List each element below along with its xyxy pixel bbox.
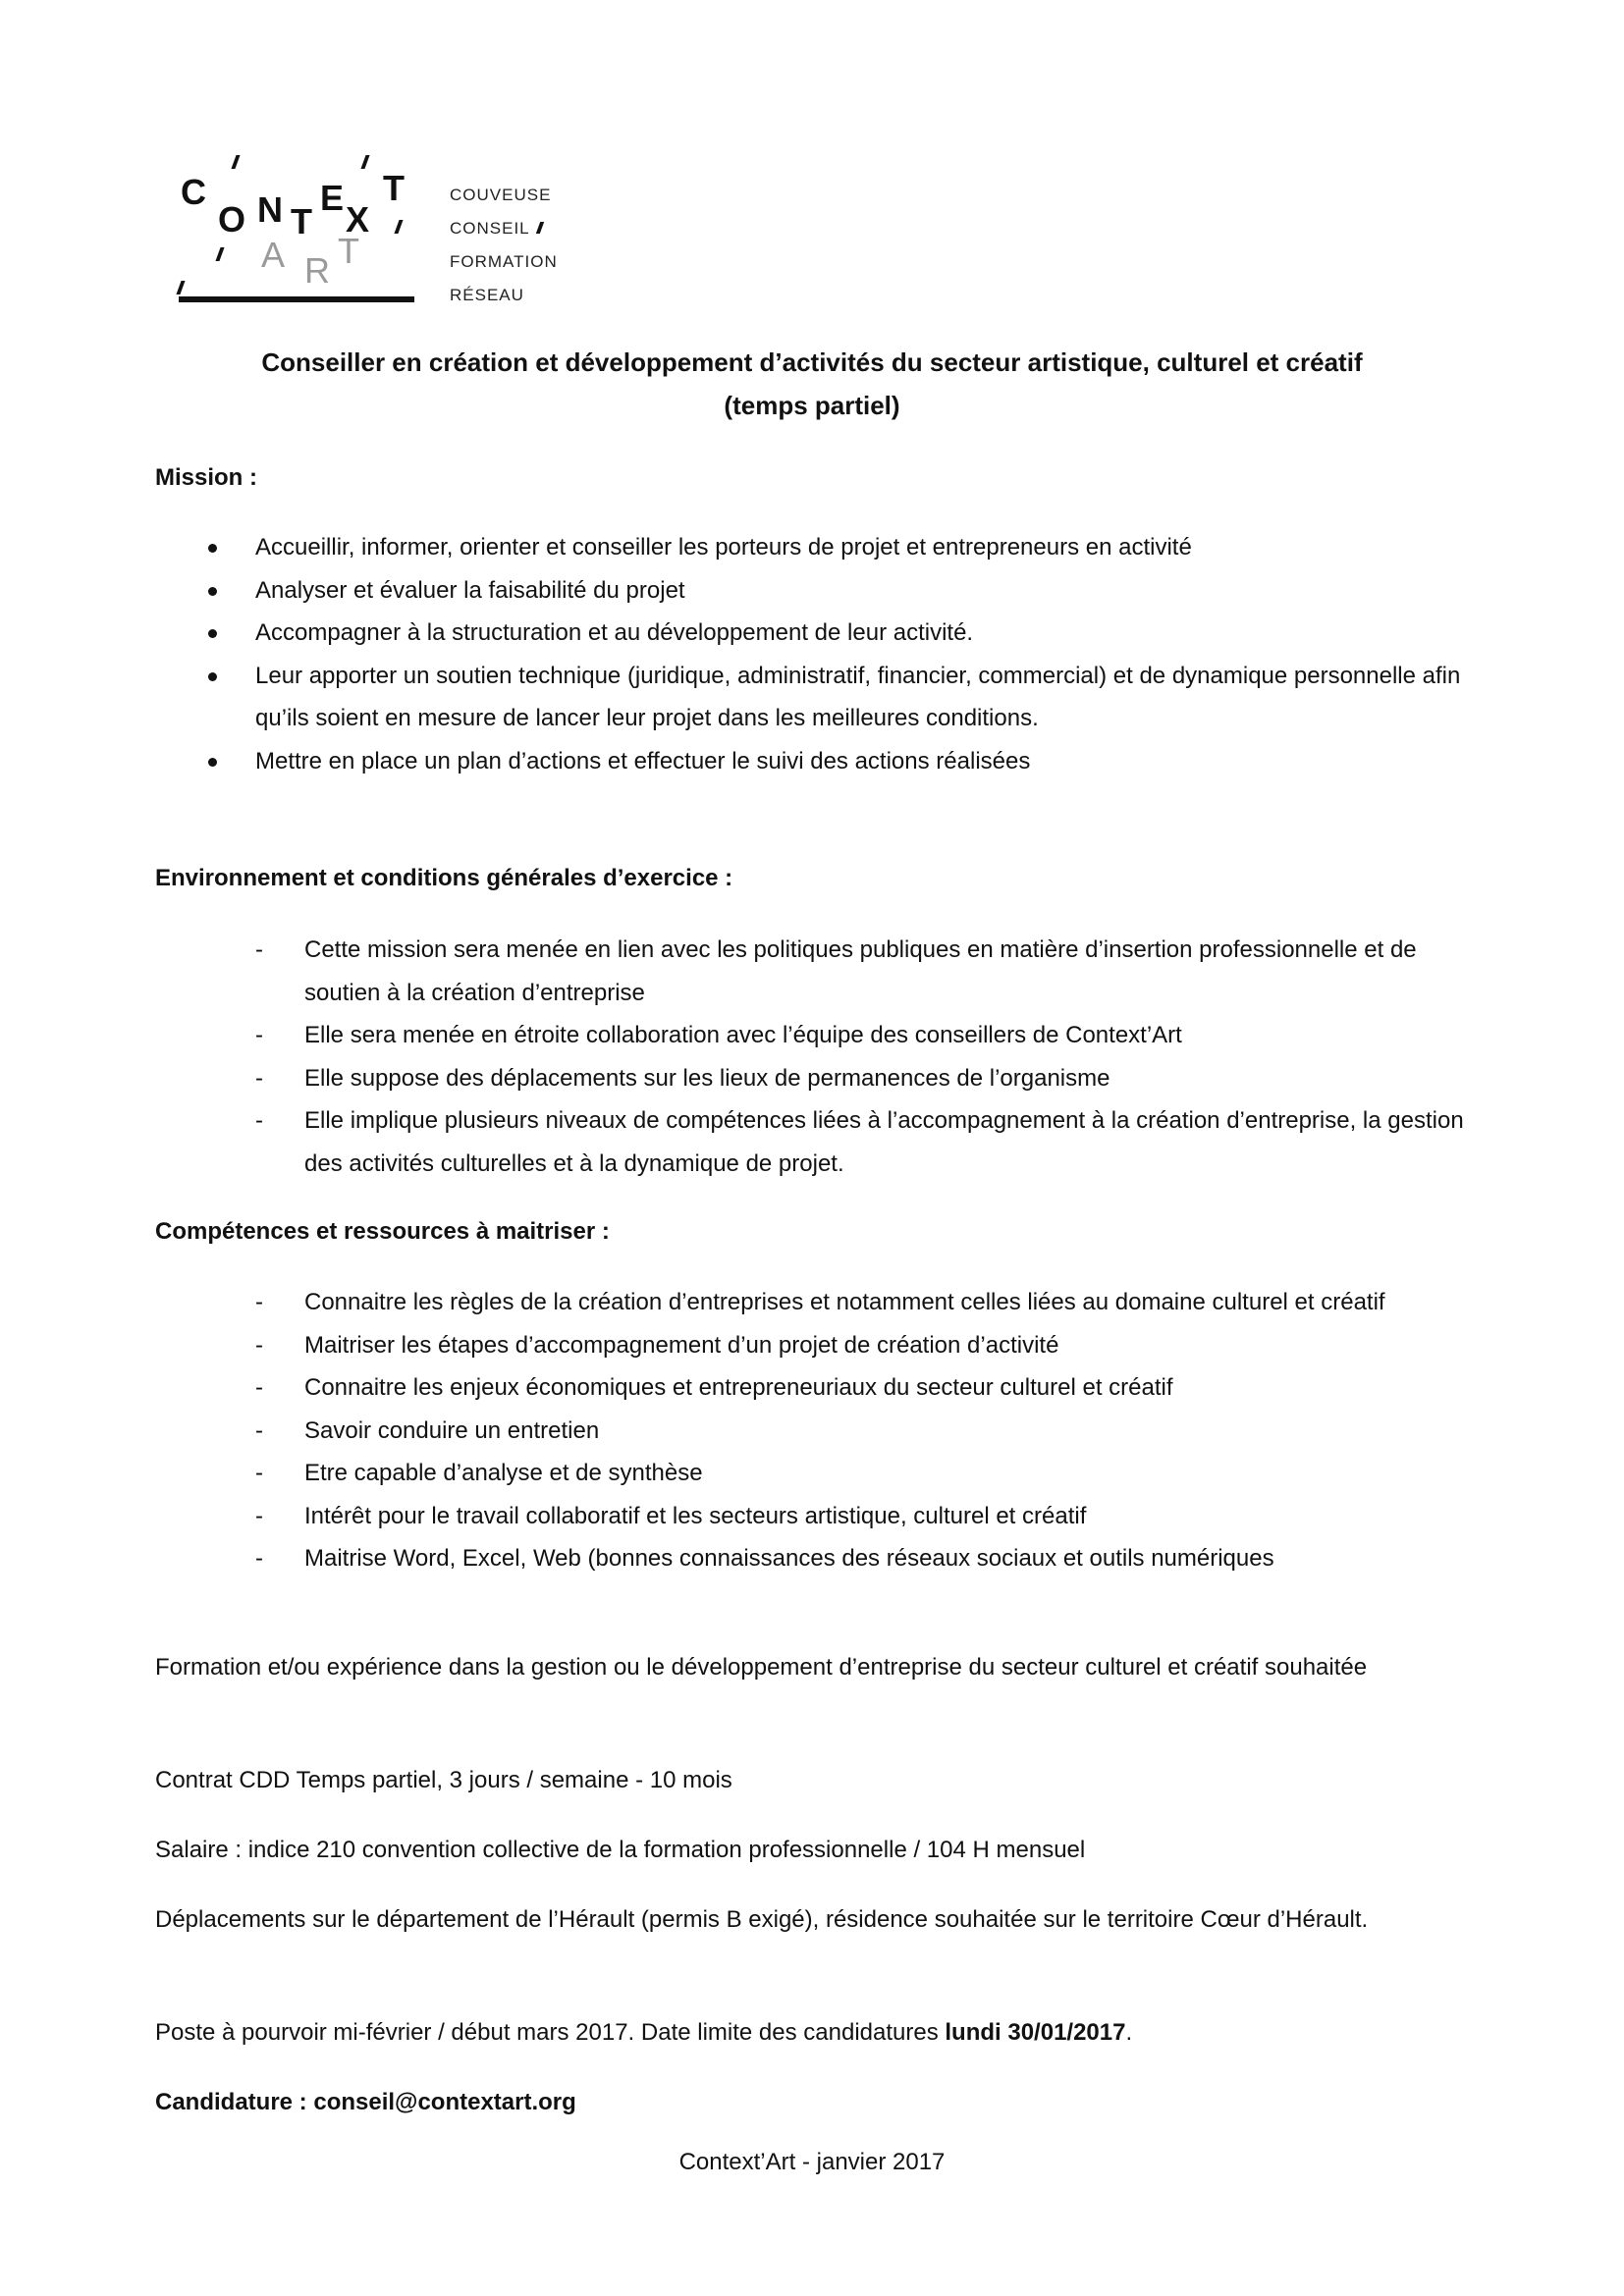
mission-list [204, 526, 1481, 782]
list-item-text: Maitrise Word, Excel, Web (bonnes connaissances des réseaux sociaux et outils numériques [304, 1545, 1274, 1572]
deadline-date: lundi 30/01/2017 [945, 2019, 1126, 2046]
dash-icon: - [255, 1374, 263, 1401]
job-title-line: Conseiller en création et développement d’activités du secteur artistique, culturel et créatif [261, 347, 1363, 377]
logo-letter: T [383, 168, 405, 208]
logo-tagline-item: COUVEUSE [450, 186, 552, 204]
skills-heading: Compétences et ressources à maitriser : [155, 1218, 610, 1245]
list-item [253, 1281, 1490, 1324]
formation-paragraph: Formation et/ou expérience dans la gestion ou le développement d’entreprise du secteur culturel et créatif souhaitée [155, 1654, 1368, 1681]
list-item [204, 612, 1481, 655]
application-contact: Candidature : conseil@contextart.org [155, 2089, 576, 2115]
list-item-text: Elle sera menée en étroite collaboration avec l’équipe des conseillers de Context’Art [304, 1022, 1182, 1048]
list-item [253, 1366, 1490, 1410]
list-item [253, 1099, 1490, 1185]
list-item-text: Elle suppose des déplacements sur les lieux de permanences de l’organisme [304, 1064, 1110, 1092]
logo-accent-mark [394, 220, 403, 234]
logo-accent-mark [360, 155, 369, 169]
bullet-icon [208, 672, 217, 681]
dash-icon: - [255, 1289, 263, 1315]
logo-tagline-item: RÉSEAU [450, 286, 524, 304]
list-item-text: Mettre en place un plan d’actions et effectuer le suivi des actions réalisées [255, 747, 1031, 774]
logo-tagline-item: FORMATION [450, 252, 558, 271]
list-item [253, 1452, 1490, 1495]
dash-icon: - [255, 936, 263, 963]
logo-tagline-text: CONSEIL [450, 219, 530, 238]
logo-accent-mark [535, 222, 543, 234]
list-item [204, 655, 1481, 740]
logo-letter: A [261, 235, 286, 275]
logo-accent-mark [176, 281, 185, 294]
contract-paragraph: Contrat CDD Temps partiel, 3 jours / semaine - 10 mois [155, 1767, 732, 1793]
environment-list [253, 929, 1490, 1185]
list-item-text: Etre capable d’analyse et de synthèse [304, 1460, 703, 1486]
list-item-text: Savoir conduire un entretien [304, 1416, 600, 1444]
list-item [253, 1014, 1490, 1057]
dash-icon: - [255, 1460, 263, 1486]
logo-letter: E [320, 178, 345, 218]
context-art-logo [177, 147, 589, 314]
logo-letter: R [304, 250, 330, 291]
dash-icon: - [255, 1064, 263, 1092]
logo-accent-mark [215, 247, 224, 261]
list-item-text: Cette mission sera menée en lien avec les politiques publiques en matière d’insertion professionnelle et de soutien à la création d’entreprise [304, 936, 1417, 1006]
logo-letter: X [346, 199, 370, 240]
list-item-text: Maitriser les étapes d’accompagnement d’un projet de création d’activité [304, 1331, 1059, 1359]
list-item [253, 1324, 1490, 1367]
dash-icon: - [255, 1107, 263, 1134]
list-item [253, 1057, 1490, 1100]
salary-paragraph: Salaire : indice 210 convention collective de la formation professionnelle / 104 H mensuel [155, 1837, 1086, 1863]
list-item [253, 1537, 1490, 1580]
dash-icon: - [255, 1022, 263, 1048]
logo-tagline-item [450, 220, 542, 237]
deadline-text: Poste à pourvoir mi-février / début mars 2017. Date limite des candidatures [155, 2019, 946, 2046]
logo-accent-mark [231, 155, 240, 169]
list-item-text: Intérêt pour le travail collaboratif et les secteurs artistique, culturel et créatif [304, 1502, 1087, 1529]
bullet-icon [208, 587, 217, 596]
list-item [253, 1495, 1490, 1538]
list-item-text: Accompagner à la structuration et au développement de leur activité. [255, 619, 974, 646]
logo-letter: C [181, 172, 206, 212]
job-title [137, 341, 1487, 427]
list-item-text: Accueillir, informer, orienter et conseiller les porteurs de projet et entrepreneurs en activité [255, 534, 1192, 561]
logo-letter: T [338, 231, 359, 271]
dash-icon: - [255, 1502, 263, 1529]
list-item-text: Leur apporter un soutien technique (juridique, administratif, financier, commercial) et de dynamique personnelle afin qu’ils soient en mesure de lancer leur projet dans les meilleures conditions. [255, 662, 1461, 731]
dash-icon: - [255, 1331, 263, 1359]
logo-letter: T [291, 201, 312, 241]
list-item-text: Analyser et évaluer la faisabilité du projet [255, 576, 685, 604]
bullet-icon [208, 758, 217, 767]
dash-icon: - [255, 1416, 263, 1444]
list-item [204, 526, 1481, 569]
list-item [204, 569, 1481, 613]
list-item [253, 929, 1490, 1014]
mission-heading: Mission : [155, 464, 258, 491]
list-item-text: Elle implique plusieurs niveaux de compétences liées à l’accompagnement à la création d’entreprise, la gestion des activités culturelles et à la dynamique de projet. [304, 1107, 1464, 1177]
logo-underline [179, 296, 414, 302]
dash-icon: - [255, 1545, 263, 1572]
skills-list [253, 1281, 1490, 1580]
travel-paragraph: Déplacements sur le département de l’Hérault (permis B exigé), résidence souhaitée sur le territoire Cœur d’Hérault. [155, 1906, 1369, 1933]
bullet-icon [208, 629, 217, 638]
bullet-icon [208, 544, 217, 553]
logo-letter: O [218, 199, 246, 240]
deadline-suffix: . [1125, 2019, 1133, 2046]
logo-letter: N [257, 189, 283, 230]
list-item [204, 740, 1481, 783]
list-item-text: Connaitre les enjeux économiques et entrepreneuriaux du secteur culturel et créatif [304, 1374, 1173, 1401]
environment-heading: Environnement et conditions générales d’exercice : [155, 865, 733, 891]
job-title-line: (temps partiel) [724, 391, 900, 420]
list-item-text: Connaitre les règles de la création d’entreprises et notamment celles liées au domaine culturel et créatif [304, 1289, 1385, 1315]
page-footer: Context’Art - janvier 2017 [678, 2149, 946, 2175]
list-item [253, 1410, 1490, 1453]
deadline-paragraph [155, 2011, 1490, 2055]
